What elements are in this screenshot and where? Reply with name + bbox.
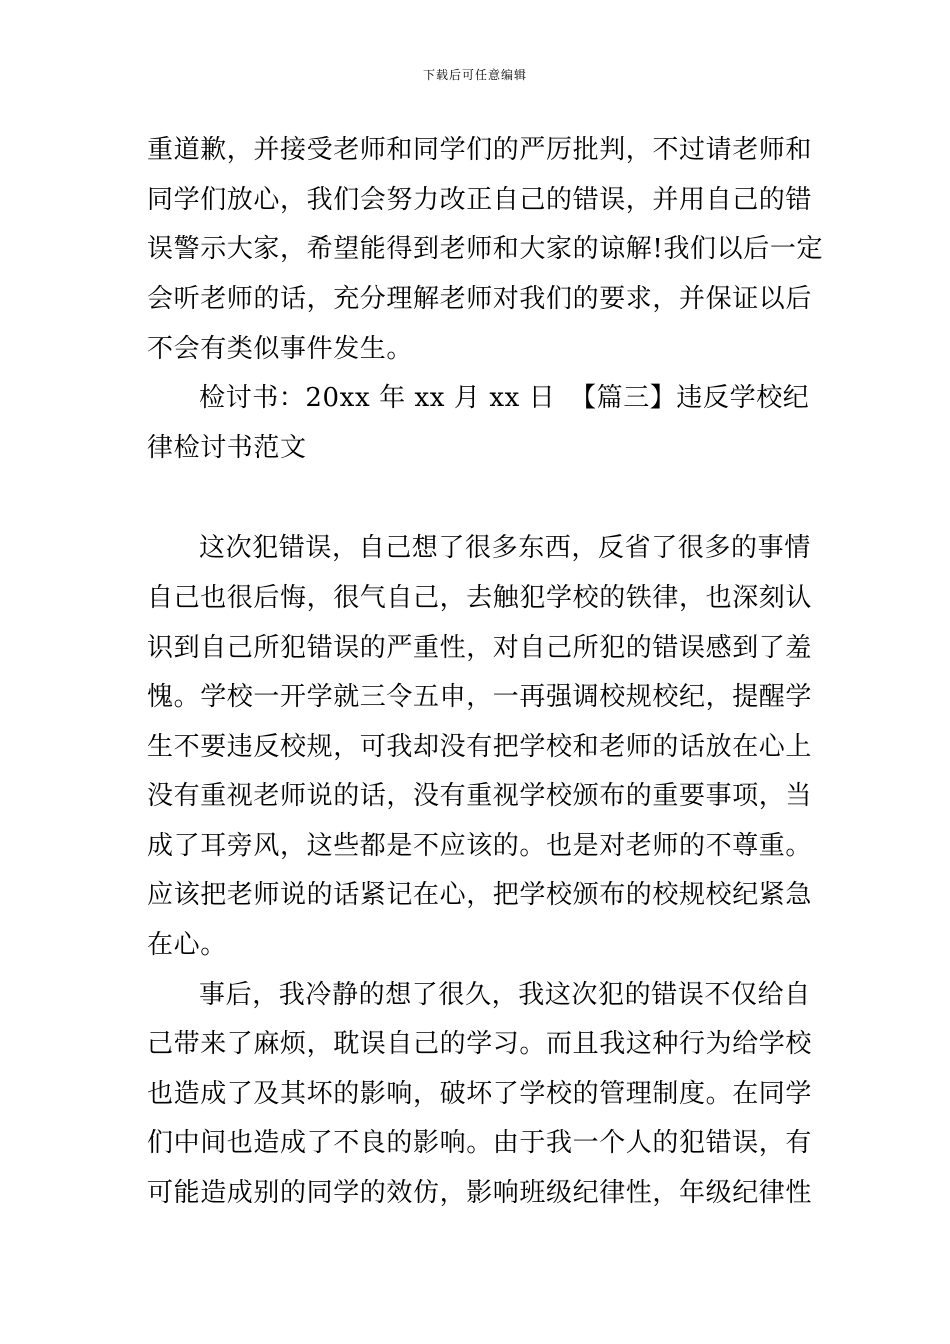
paragraph-1-line-3: 误警示大家，希望能得到老师和大家的谅解!我们以后一定 <box>147 234 824 264</box>
paragraph-1-line-4: 会听老师的话，充分理解老师对我们的要求，并保证以后 <box>147 284 813 314</box>
paragraph-1-line-5: 不会有类似事件发生。 <box>147 334 414 364</box>
paragraph-2-line-8: 应该把老师说的话紧记在心，把学校颁布的校规校纪紧急 <box>147 880 813 910</box>
paragraph-1-line-1: 重道歉，并接受老师和同学们的严厉批判，不过请老师和 <box>147 135 813 165</box>
paragraph-2-line-7: 成了耳旁风，这些都是不应该的。也是对老师的不尊重。 <box>147 831 813 861</box>
paragraph-1-line-2: 同学们放心，我们会努力改正自己的错误，并用自己的错 <box>147 185 813 215</box>
paragraph-2-line-6: 没有重视老师说的话，没有重视学校颁布的重要事项，当 <box>147 781 813 811</box>
paragraph-3-line-4: 们中间也造成了不良的影响。由于我一个人的犯错误，有 <box>147 1128 813 1158</box>
signature-date-line: 检讨书：20xx 年 xx 月 xx 日 <box>199 383 556 413</box>
paragraph-2-line-4: 愧。学校一开学就三令五申，一再强调校规校纪，提醒学 <box>147 682 813 712</box>
section-title-part-2: 律检讨书范文 <box>147 433 307 463</box>
paragraph-2-line-3: 识到自己所犯错误的严重性，对自己所犯的错误感到了羞 <box>147 633 813 663</box>
paragraph-3-line-3: 也造成了及其坏的影响，破坏了学校的管理制度。在同学 <box>147 1079 813 1109</box>
paragraph-2-line-1: 这次犯错误，自己想了很多东西，反省了很多的事情 <box>199 533 811 563</box>
paragraph-2-line-9: 在心。 <box>147 930 227 960</box>
page-header: 下载后可任意编辑 <box>422 68 527 82</box>
paragraph-3-line-1: 事后，我冷静的想了很久，我这次犯的错误不仅给自 <box>199 980 811 1010</box>
paragraph-2-line-2: 自己也很后悔，很气自己，去触犯学校的铁律，也深刻认 <box>147 583 813 613</box>
section-title-part-1: 【篇三】违反学校纪 <box>570 383 810 413</box>
paragraph-3-line-5: 可能造成别的同学的效仿，影响班级纪律性，年级纪律性 <box>147 1178 813 1208</box>
paragraph-2-line-5: 生不要违反校规，可我却没有把学校和老师的话放在心上 <box>147 732 813 762</box>
paragraph-3-line-2: 己带来了麻烦，耽误自己的学习。而且我这种行为给学校 <box>147 1029 813 1059</box>
